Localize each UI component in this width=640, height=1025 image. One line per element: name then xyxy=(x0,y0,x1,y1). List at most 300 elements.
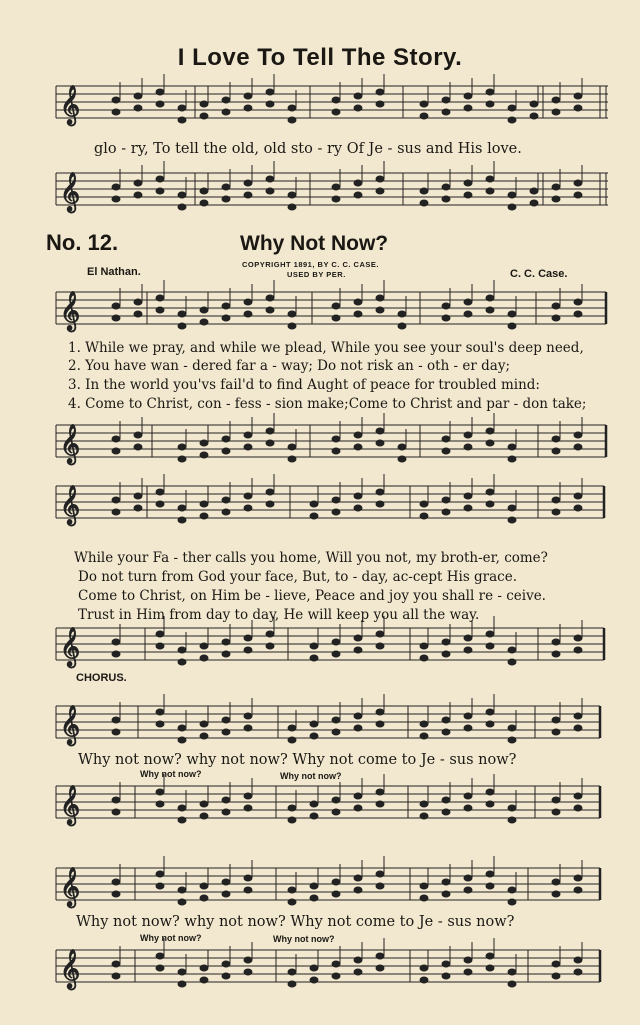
note-head xyxy=(310,513,318,519)
note-head xyxy=(222,315,230,321)
clef-icon: 𝄞 xyxy=(60,291,81,331)
note-head xyxy=(420,101,428,107)
note-head xyxy=(332,809,340,815)
note-head xyxy=(244,725,252,731)
note-head xyxy=(310,883,318,889)
chorus-cue-1a: Why not now? xyxy=(140,769,202,779)
top-hymn-title: I Love To Tell The Story. xyxy=(177,44,463,71)
note-head xyxy=(112,973,120,979)
note-head xyxy=(112,651,120,657)
note-head xyxy=(486,188,494,194)
note-head xyxy=(508,737,516,743)
chorus-cue-2b: Why not now? xyxy=(273,934,335,944)
note-head xyxy=(464,635,472,641)
note-head xyxy=(178,817,186,823)
note-head xyxy=(222,639,230,645)
note-head xyxy=(376,643,384,649)
note-head xyxy=(244,635,252,641)
note-head xyxy=(178,456,186,462)
note-head xyxy=(112,109,120,115)
note-head xyxy=(244,105,252,111)
note-head xyxy=(376,953,384,959)
note-head xyxy=(266,176,274,182)
note-head xyxy=(134,311,142,317)
note-head xyxy=(376,871,384,877)
note-head xyxy=(332,879,340,885)
top-lyric-line: glo - ry, To tell the old, old sto - ry Of Je - sus and His love. xyxy=(94,141,522,157)
note-head xyxy=(112,497,120,503)
note-head xyxy=(178,505,186,511)
note-head xyxy=(552,879,560,885)
note-head xyxy=(266,188,274,194)
note-head xyxy=(134,493,142,499)
note-head xyxy=(354,311,362,317)
note-head xyxy=(200,801,208,807)
note-head xyxy=(288,981,296,987)
note-head xyxy=(200,440,208,446)
note-head xyxy=(508,192,516,198)
note-head xyxy=(574,93,582,99)
note-head xyxy=(222,109,230,115)
note-head xyxy=(244,957,252,963)
note-head xyxy=(376,307,384,313)
note-head xyxy=(354,875,362,881)
note-head xyxy=(222,497,230,503)
note-head xyxy=(574,299,582,305)
note-head xyxy=(288,117,296,123)
note-head xyxy=(486,965,494,971)
note-head xyxy=(354,635,362,641)
clef-icon: 𝄞 xyxy=(60,949,81,989)
note-head xyxy=(486,440,494,446)
note-head xyxy=(354,299,362,305)
used-by-note: USED BY PER. xyxy=(287,270,346,279)
note-head xyxy=(266,501,274,507)
note-head xyxy=(200,721,208,727)
note-head xyxy=(420,501,428,507)
note-head xyxy=(156,89,164,95)
note-head xyxy=(508,505,516,511)
hymn-title: Why Not Now? xyxy=(240,232,389,255)
note-head xyxy=(354,887,362,893)
note-head xyxy=(178,517,186,523)
note-head xyxy=(552,109,560,115)
clef-icon: 𝄞 xyxy=(60,627,81,667)
note-head xyxy=(574,793,582,799)
chorus-lyric-2: Why not now? why not now? Why not come to Je - sus now? xyxy=(76,914,515,930)
note-head xyxy=(486,871,494,877)
note-head xyxy=(486,428,494,434)
note-head xyxy=(266,428,274,434)
note-head xyxy=(244,505,252,511)
note-head xyxy=(376,883,384,889)
note-head xyxy=(200,200,208,206)
note-head xyxy=(376,176,384,182)
note-head xyxy=(508,725,516,731)
verse-1-part-1: 1. While we pray, and while we plead, While you see your soul's deep need, xyxy=(68,340,584,356)
note-head xyxy=(486,953,494,959)
note-head xyxy=(464,444,472,450)
note-head xyxy=(178,444,186,450)
note-head xyxy=(552,184,560,190)
note-head xyxy=(354,647,362,653)
note-head xyxy=(288,105,296,111)
note-head xyxy=(508,444,516,450)
note-head xyxy=(398,323,406,329)
note-head xyxy=(200,883,208,889)
note-head xyxy=(332,436,340,442)
note-head xyxy=(508,517,516,523)
note-head xyxy=(486,295,494,301)
note-head xyxy=(486,501,494,507)
note-head xyxy=(442,436,450,442)
note-head xyxy=(222,973,230,979)
note-head xyxy=(464,647,472,653)
note-head xyxy=(464,192,472,198)
note-head xyxy=(112,717,120,723)
note-head xyxy=(486,801,494,807)
note-head xyxy=(376,295,384,301)
note-head xyxy=(574,432,582,438)
note-head xyxy=(486,176,494,182)
note-head xyxy=(354,93,362,99)
note-head xyxy=(508,204,516,210)
note-head xyxy=(222,809,230,815)
note-head xyxy=(464,887,472,893)
note-head xyxy=(178,899,186,905)
note-head xyxy=(288,725,296,731)
note-head xyxy=(200,733,208,739)
note-head xyxy=(156,176,164,182)
note-head xyxy=(222,879,230,885)
note-head xyxy=(420,977,428,983)
note-head xyxy=(112,448,120,454)
note-head xyxy=(486,631,494,637)
note-head xyxy=(310,733,318,739)
note-head xyxy=(486,883,494,889)
note-head xyxy=(376,709,384,715)
note-head xyxy=(332,639,340,645)
note-head xyxy=(266,643,274,649)
note-head xyxy=(398,456,406,462)
note-head xyxy=(332,196,340,202)
note-head xyxy=(200,501,208,507)
note-head xyxy=(266,440,274,446)
note-head xyxy=(222,97,230,103)
note-head xyxy=(178,192,186,198)
note-head xyxy=(200,965,208,971)
note-head xyxy=(442,891,450,897)
note-head xyxy=(508,117,516,123)
note-head xyxy=(244,493,252,499)
note-head xyxy=(178,647,186,653)
note-head xyxy=(354,957,362,963)
note-head xyxy=(552,891,560,897)
note-head xyxy=(464,969,472,975)
note-head xyxy=(112,891,120,897)
note-head xyxy=(156,953,164,959)
note-head xyxy=(288,444,296,450)
note-head xyxy=(376,188,384,194)
note-head xyxy=(552,97,560,103)
note-head xyxy=(376,631,384,637)
note-head xyxy=(112,797,120,803)
note-head xyxy=(178,117,186,123)
note-head xyxy=(376,440,384,446)
note-head xyxy=(552,973,560,979)
note-head xyxy=(552,729,560,735)
note-head xyxy=(442,973,450,979)
note-head xyxy=(486,101,494,107)
note-head xyxy=(156,101,164,107)
note-head xyxy=(200,895,208,901)
note-head xyxy=(574,311,582,317)
note-head xyxy=(266,295,274,301)
note-head xyxy=(420,113,428,119)
note-head xyxy=(112,879,120,885)
verse-3-part-2: Come to Christ, on Him be - lieve, Peace and joy you shall re - ceive. xyxy=(78,588,546,604)
note-head xyxy=(442,639,450,645)
note-head xyxy=(442,497,450,503)
note-head xyxy=(288,899,296,905)
note-head xyxy=(574,875,582,881)
note-head xyxy=(574,505,582,511)
note-head xyxy=(222,436,230,442)
note-head xyxy=(376,89,384,95)
note-head xyxy=(134,299,142,305)
copyright-note: COPYRIGHT 1891, BY C. C. CASE. xyxy=(242,260,379,269)
note-head xyxy=(420,883,428,889)
verse-2-part-2: Do not turn from God your face, But, to - day, ac-cept His grace. xyxy=(78,569,518,585)
note-head xyxy=(464,93,472,99)
note-head xyxy=(332,109,340,115)
note-head xyxy=(178,981,186,987)
note-head xyxy=(442,109,450,115)
note-head xyxy=(530,188,538,194)
note-head xyxy=(178,737,186,743)
note-head xyxy=(134,192,142,198)
note-head xyxy=(222,961,230,967)
note-head xyxy=(178,311,186,317)
note-head xyxy=(244,444,252,450)
note-head xyxy=(486,489,494,495)
note-head xyxy=(574,969,582,975)
note-head xyxy=(288,311,296,317)
note-head xyxy=(134,180,142,186)
note-head xyxy=(574,805,582,811)
note-head xyxy=(442,196,450,202)
note-head xyxy=(574,713,582,719)
note-head xyxy=(486,643,494,649)
note-head xyxy=(310,655,318,661)
note-head xyxy=(552,315,560,321)
note-head xyxy=(354,505,362,511)
note-head xyxy=(574,725,582,731)
note-head xyxy=(112,97,120,103)
note-head xyxy=(288,805,296,811)
note-head xyxy=(178,105,186,111)
note-head xyxy=(508,899,516,905)
note-head xyxy=(244,311,252,317)
note-head xyxy=(442,315,450,321)
note-head xyxy=(156,871,164,877)
note-head xyxy=(200,319,208,325)
note-head xyxy=(354,713,362,719)
hymn-number: No. 12. xyxy=(46,230,119,255)
note-head xyxy=(464,505,472,511)
note-head xyxy=(552,651,560,657)
note-head xyxy=(112,509,120,515)
note-head xyxy=(552,196,560,202)
note-head xyxy=(156,643,164,649)
note-head xyxy=(288,192,296,198)
note-head xyxy=(244,713,252,719)
note-head xyxy=(420,513,428,519)
note-head xyxy=(376,489,384,495)
note-head xyxy=(530,200,538,206)
note-head xyxy=(442,509,450,515)
note-head xyxy=(112,961,120,967)
note-head xyxy=(376,789,384,795)
note-head xyxy=(244,647,252,653)
note-head xyxy=(266,631,274,637)
note-head xyxy=(332,797,340,803)
note-head xyxy=(332,651,340,657)
note-head xyxy=(464,311,472,317)
note-head xyxy=(486,789,494,795)
note-head xyxy=(420,965,428,971)
note-head xyxy=(332,891,340,897)
note-head xyxy=(178,725,186,731)
note-head xyxy=(552,448,560,454)
note-head xyxy=(354,105,362,111)
note-head xyxy=(442,651,450,657)
clef-icon: 𝄞 xyxy=(60,85,81,125)
note-head xyxy=(552,436,560,442)
note-head xyxy=(332,509,340,515)
note-head xyxy=(112,315,120,321)
clef-icon: 𝄞 xyxy=(60,424,81,464)
note-head xyxy=(420,813,428,819)
note-head xyxy=(508,805,516,811)
note-head xyxy=(112,184,120,190)
note-head xyxy=(354,192,362,198)
note-head xyxy=(200,452,208,458)
note-head xyxy=(354,493,362,499)
note-head xyxy=(178,323,186,329)
note-head xyxy=(486,721,494,727)
note-head xyxy=(530,101,538,107)
note-head xyxy=(552,717,560,723)
note-head xyxy=(508,323,516,329)
note-head xyxy=(112,809,120,815)
note-head xyxy=(332,497,340,503)
note-head xyxy=(156,188,164,194)
note-head xyxy=(200,643,208,649)
note-head xyxy=(376,101,384,107)
note-head xyxy=(552,639,560,645)
clef-icon: 𝄞 xyxy=(60,172,81,212)
note-head xyxy=(552,809,560,815)
note-head xyxy=(222,509,230,515)
note-head xyxy=(354,805,362,811)
note-head xyxy=(222,729,230,735)
note-head xyxy=(574,957,582,963)
note-head xyxy=(200,513,208,519)
note-head xyxy=(552,303,560,309)
note-head xyxy=(244,180,252,186)
note-head xyxy=(420,801,428,807)
note-head xyxy=(112,729,120,735)
note-head xyxy=(442,961,450,967)
note-head xyxy=(310,801,318,807)
note-head xyxy=(244,299,252,305)
note-head xyxy=(244,875,252,881)
note-head xyxy=(134,93,142,99)
note-head xyxy=(200,655,208,661)
note-head xyxy=(552,509,560,515)
note-head xyxy=(354,969,362,975)
note-head xyxy=(244,192,252,198)
note-head xyxy=(112,639,120,645)
note-head xyxy=(178,204,186,210)
note-head xyxy=(310,895,318,901)
note-head xyxy=(310,501,318,507)
note-head xyxy=(376,428,384,434)
note-head xyxy=(288,817,296,823)
note-head xyxy=(134,444,142,450)
note-head xyxy=(200,101,208,107)
note-head xyxy=(486,89,494,95)
note-head xyxy=(310,977,318,983)
note-head xyxy=(222,184,230,190)
chorus-lyric-1: Why not now? why not now? Why not come to Je - sus now? xyxy=(78,752,517,768)
note-head xyxy=(134,505,142,511)
note-head xyxy=(222,891,230,897)
note-head xyxy=(222,303,230,309)
note-head xyxy=(112,196,120,202)
note-head xyxy=(288,887,296,893)
note-head xyxy=(222,448,230,454)
note-head xyxy=(200,977,208,983)
note-head xyxy=(266,101,274,107)
note-head xyxy=(376,801,384,807)
note-head xyxy=(398,311,406,317)
note-head xyxy=(310,813,318,819)
note-head xyxy=(156,721,164,727)
note-head xyxy=(288,969,296,975)
note-head xyxy=(574,493,582,499)
note-head xyxy=(552,961,560,967)
note-head xyxy=(178,969,186,975)
note-head xyxy=(574,192,582,198)
note-head xyxy=(332,184,340,190)
note-head xyxy=(310,965,318,971)
note-head xyxy=(244,805,252,811)
verse-1-part-2: While your Fa - ther calls you home, Will you not, my broth-er, come? xyxy=(74,550,548,566)
note-head xyxy=(156,965,164,971)
note-head xyxy=(200,113,208,119)
note-head xyxy=(508,647,516,653)
note-head xyxy=(464,957,472,963)
note-head xyxy=(442,97,450,103)
verse-4-part-2: Trust in Him from day to day, He will keep you all the way. xyxy=(78,607,480,623)
note-head xyxy=(442,729,450,735)
note-head xyxy=(442,184,450,190)
note-head xyxy=(134,105,142,111)
note-head xyxy=(222,797,230,803)
note-head xyxy=(244,969,252,975)
